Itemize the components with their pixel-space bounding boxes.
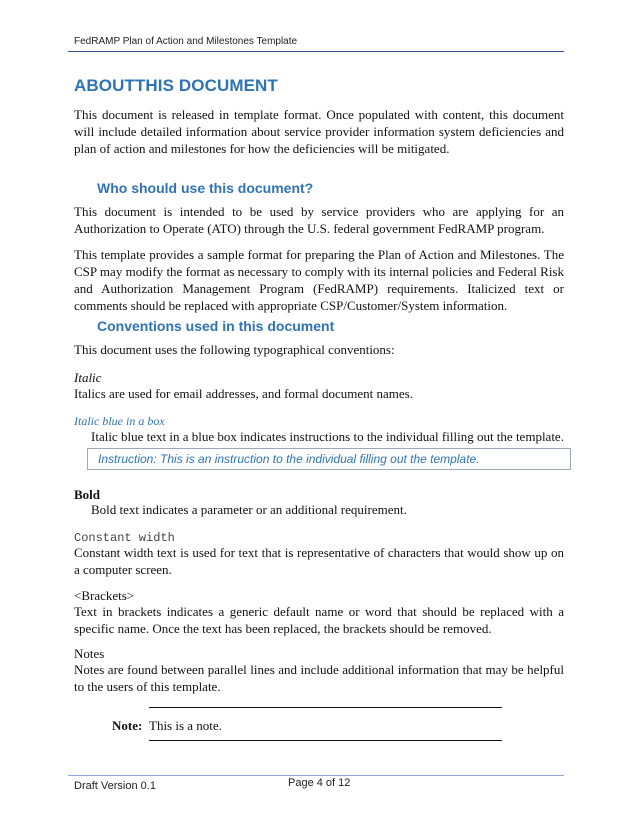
running-header: FedRAMP Plan of Action and Milestones Template <box>74 36 298 47</box>
footer-page-number: Page 4 of 12 <box>288 777 351 789</box>
note-text: This is a note. <box>149 718 222 733</box>
blue-italic-label: Italic blue in a box <box>74 414 165 428</box>
bold-label: Bold <box>74 487 101 502</box>
constant-width-description: Constant width text is used for text that is representative of characters that would show up on a computer screen. <box>74 545 564 577</box>
section-title: ABOUTTHIS DOCUMENT <box>74 76 278 95</box>
bold-description: Bold text indicates a parameter or an additional requirement. <box>91 502 407 517</box>
italic-label: Italic <box>74 370 102 385</box>
blue-italic-description: Italic blue text in a blue box indicates instructions to the individual filling out the template. <box>91 429 564 444</box>
instruction-text: Instruction: This is an instruction to the individual filling out the template. <box>98 452 480 466</box>
note-label: Note: <box>112 718 143 733</box>
who-paragraph-2: This template provides a sample format for preparing the Plan of Action and Milestones. The CSP may modify the format as necessary to comply with its internal policies and Federal Risk and Authorization Management Program (FedRAMP) requirements. Italicized text or comments should be replaced with appropriate CSP/Customer/System information. <box>74 247 564 313</box>
intro-paragraph: This document is released in template format. Once populated with content, this document will include detailed information about service provider information system deficiencies and plan of action and milestones for how the deficiencies will be mitigated. <box>74 107 564 156</box>
footer-version: Draft Version 0.1 <box>74 780 156 792</box>
footer-rule <box>68 775 564 776</box>
italic-description: Italics are used for email addresses, and formal document names. <box>74 386 413 401</box>
note-bottom-rule <box>149 740 502 741</box>
constant-width-label: Constant width <box>74 531 175 545</box>
who-paragraph-1: This document is intended to be used by service providers who are applying for an Authorization to Operate (ATO) through the U.S. federal government FedRAMP program. <box>74 204 564 236</box>
conventions-intro: This document uses the following typographical conventions: <box>74 342 395 357</box>
brackets-label: <Brackets> <box>74 588 135 603</box>
who-heading: Who should use this document? <box>97 180 314 196</box>
instruction-box <box>87 448 571 470</box>
header-rule <box>68 51 564 52</box>
notes-description: Notes are found between parallel lines and include additional information that may be helpful to the users of this template. <box>74 662 564 694</box>
brackets-description: Text in brackets indicates a generic default name or word that should be replaced with a specific name. Once the text has been replaced, the brackets should be removed. <box>74 604 564 636</box>
note-top-rule <box>149 707 502 708</box>
conventions-heading: Conventions used in this document <box>97 318 335 334</box>
notes-label: Notes <box>74 646 105 661</box>
